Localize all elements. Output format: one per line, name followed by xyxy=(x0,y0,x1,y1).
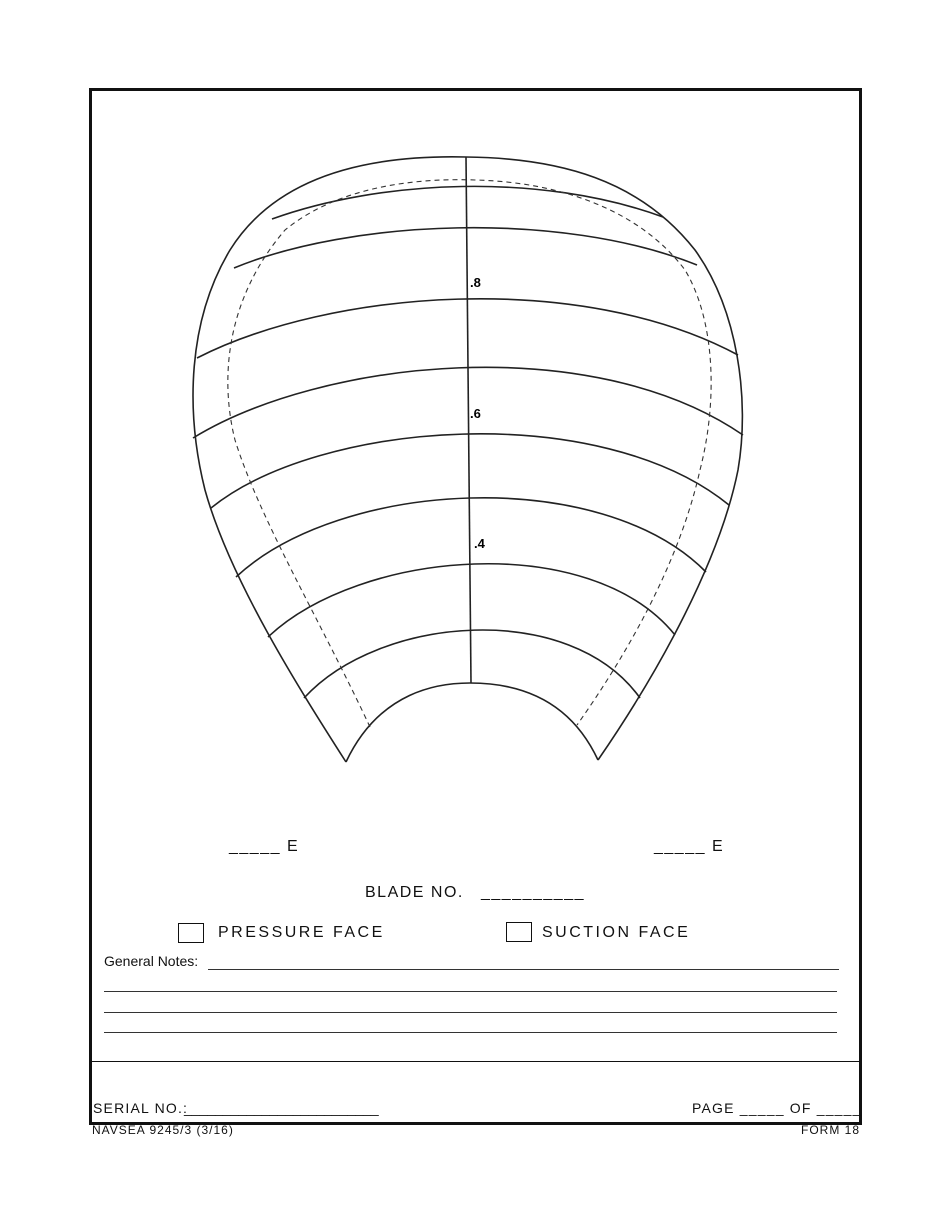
general-notes-line[interactable] xyxy=(104,991,837,992)
form-number: FORM 18 xyxy=(801,1123,861,1137)
radius-label-08: .8 xyxy=(470,275,481,290)
general-notes-label: General Notes: xyxy=(104,953,199,969)
general-notes-line[interactable] xyxy=(104,1032,837,1033)
blade-outline xyxy=(193,157,742,762)
form-id: NAVSEA 9245/3 (3/16) xyxy=(92,1123,234,1137)
blade-section-arc xyxy=(236,498,706,577)
edge-left-label: _____ E xyxy=(229,838,300,855)
blade-no-field[interactable]: __________ xyxy=(481,884,585,901)
radius-label-06: .6 xyxy=(470,406,481,421)
suction-face-checkbox[interactable] xyxy=(506,922,532,942)
blade-no-label: BLADE NO. xyxy=(365,884,464,901)
pressure-face-checkbox[interactable] xyxy=(178,923,204,943)
suction-face-label: SUCTION FACE xyxy=(542,924,691,941)
edge-right-label: _____ E xyxy=(654,838,725,855)
blade-section-arc xyxy=(304,630,640,698)
general-notes-line[interactable] xyxy=(104,1012,837,1013)
blade-section-arc xyxy=(268,564,675,637)
blade-section-arc xyxy=(234,228,697,268)
pressure-face-label: PRESSURE FACE xyxy=(218,924,385,941)
page-of-field[interactable]: PAGE _____ OF _____ xyxy=(692,1100,862,1116)
radius-label-04: .4 xyxy=(474,536,485,551)
general-notes-line[interactable] xyxy=(208,969,839,970)
blade-hub-arc xyxy=(346,683,598,762)
serial-no-field[interactable]: _________________________ xyxy=(184,1100,379,1116)
serial-no-label: SERIAL NO.: xyxy=(93,1100,189,1116)
